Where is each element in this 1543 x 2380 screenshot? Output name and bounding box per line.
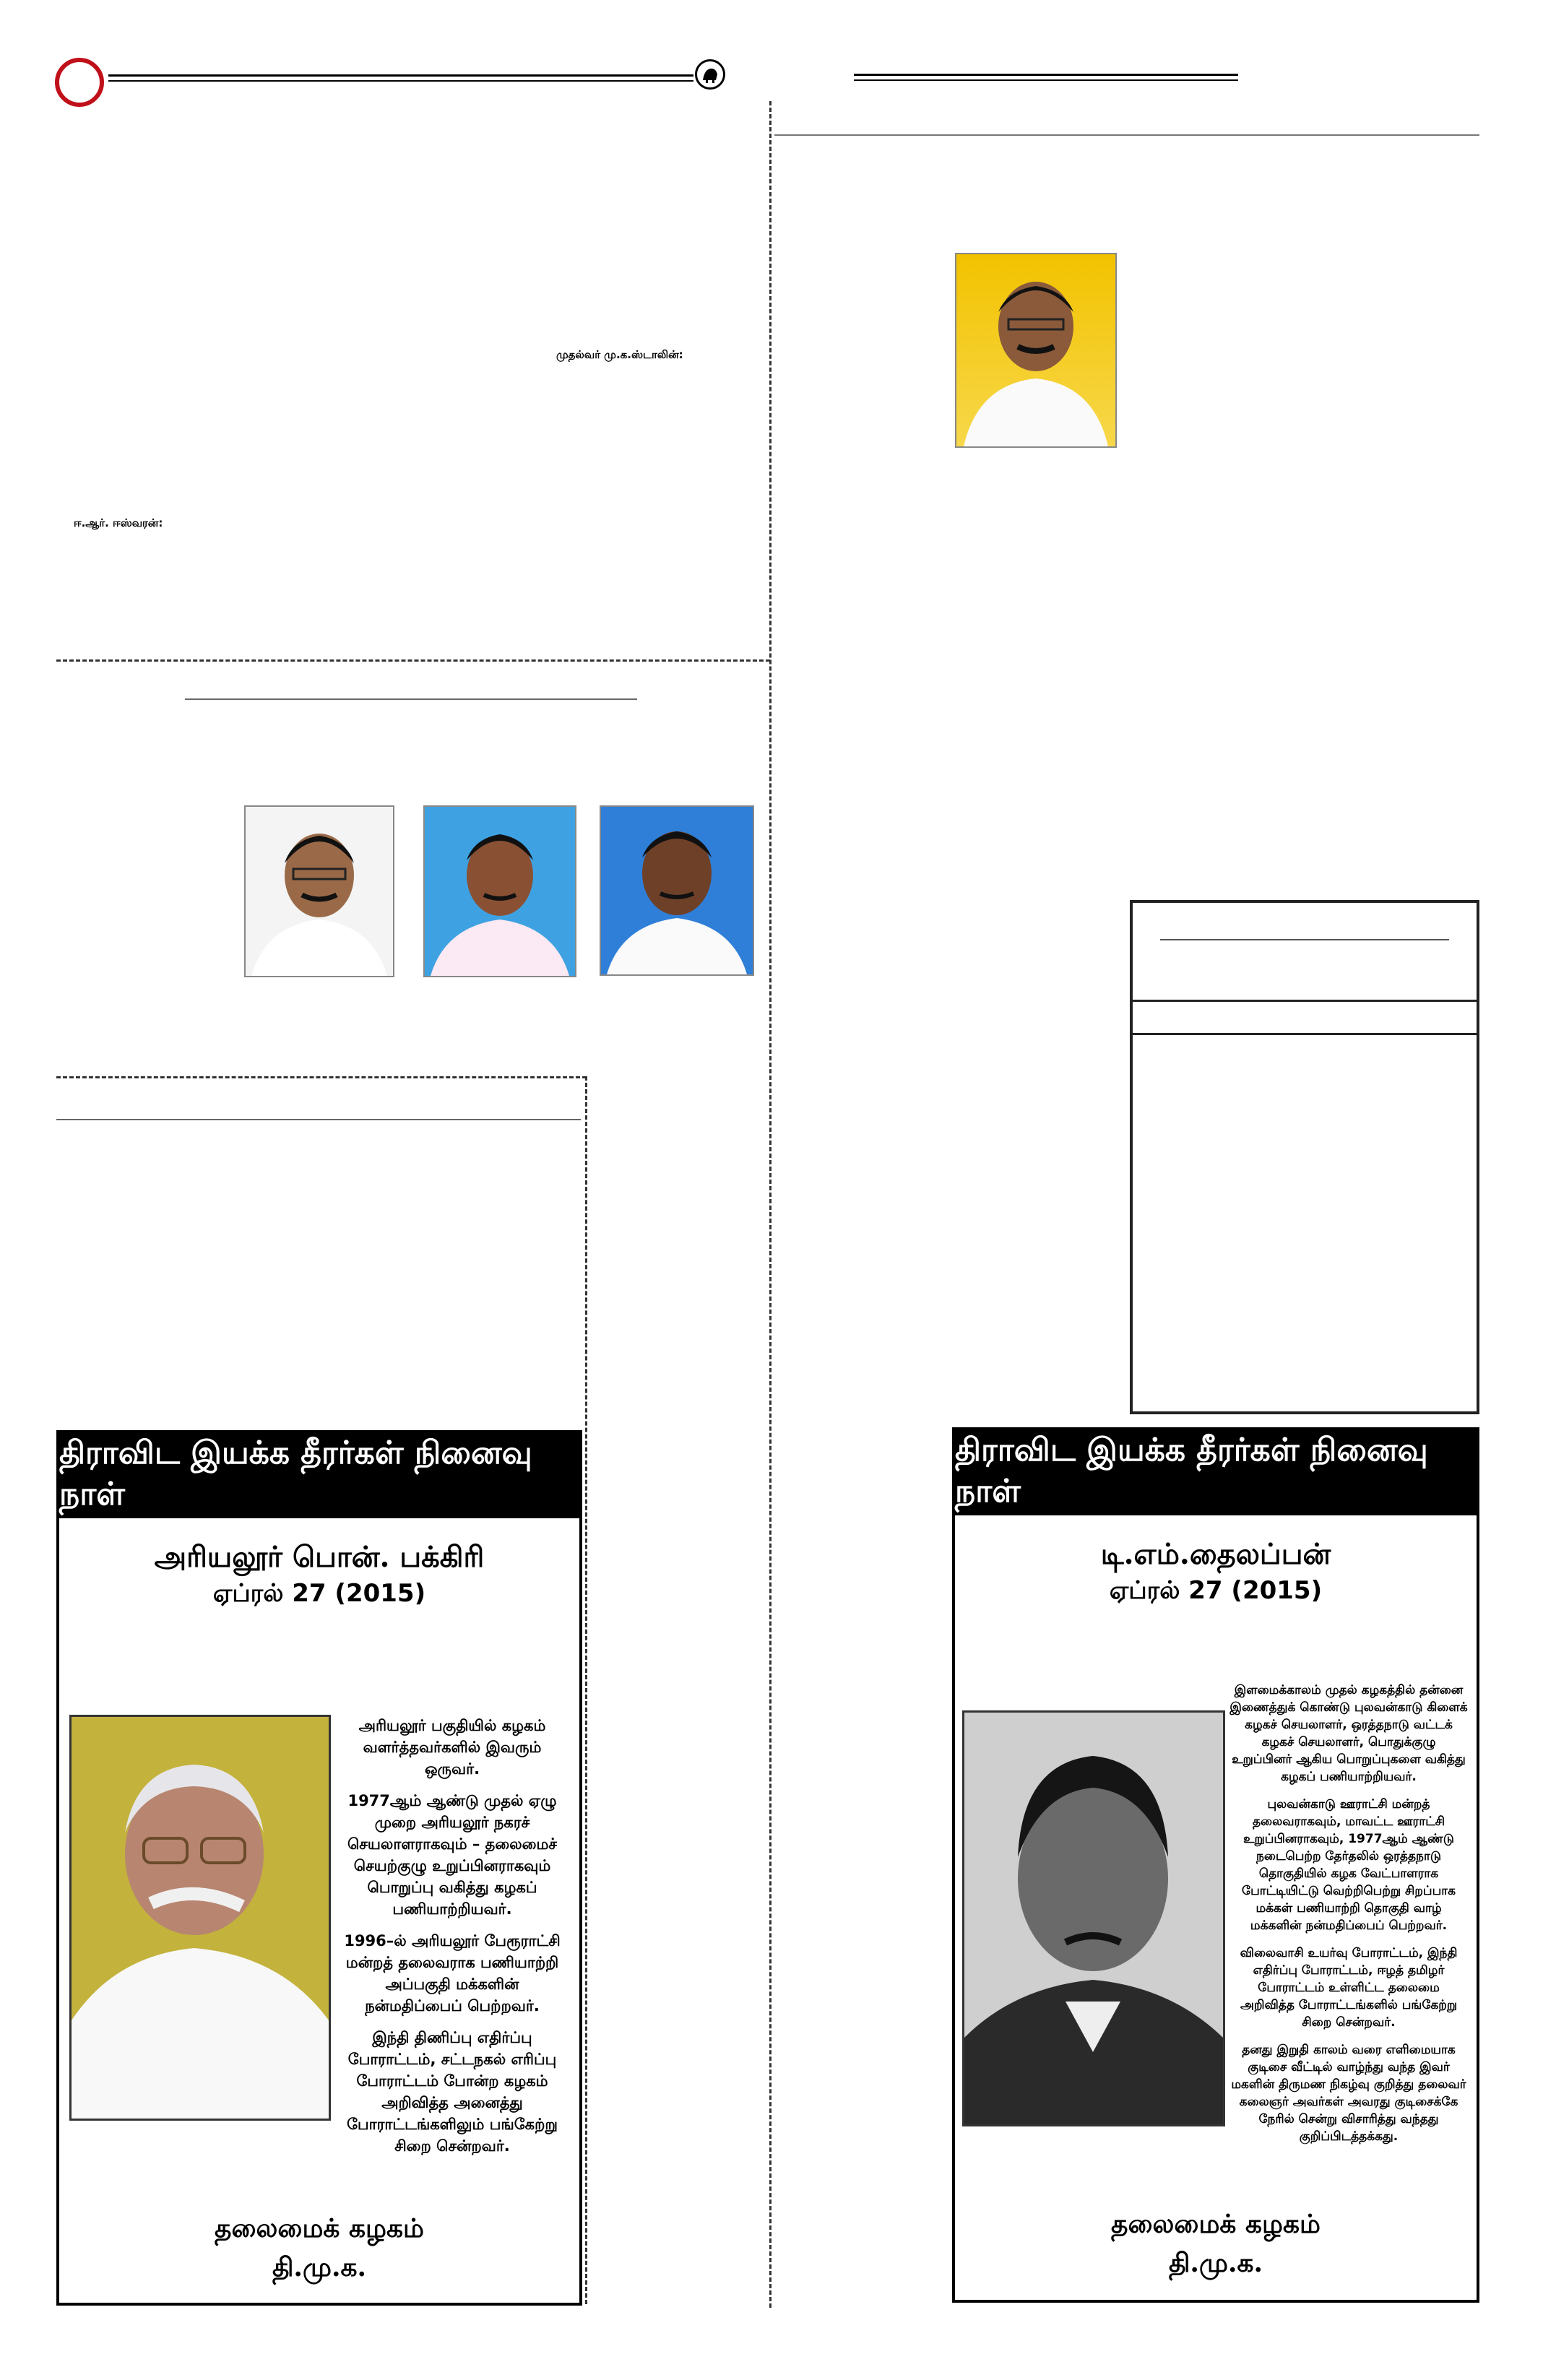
bio-paragraph: தனது இறுதி காலம் வரை எளிமையாக குடிசை வீட்டில் வாழ்ந்து வந்த இவர் மகளின் திருமண நிகழ்வு குறித்து தலைவர் கலைஞர் அவர்கள் அவரது குடிசைக்கே நேரில் சென்று விசாரித்து வந்தது குறிப்பிடத்தக்கது. <box>1231 2043 1466 2144</box>
party-emblem-icon <box>695 59 725 90</box>
bio-paragraph: இளமைக்காலம் முதல் கழகத்தில் தன்னை இணைத்துக் கொண்டு புலவன்காடு கிளைக் கழகச் செயலாளர், ஒரத்தநாடு வட்டக் கழகச் செயலாளர், பொதுக்குழு உறுப்பினர் ஆகிய பொறுப்புகளை வகித்து கழகப் பணியாற்றியவர். <box>1229 1683 1468 1784</box>
masthead-rule <box>108 74 693 77</box>
memorial-footer-party: தி.மு.க. <box>1168 2248 1263 2278</box>
section-rule-2 <box>56 1119 581 1120</box>
caption-stalin: முதல்வர் மு.க.ஸ்டாலின்: <box>556 348 683 361</box>
memorial-portrait <box>69 1715 331 2121</box>
bio-paragraph: புலவன்காடு ஊராட்சி மன்றத் தலைவராகவும், மாவட்ட ஊராட்சி உறுப்பினராகவும், 1977ஆம் ஆண்டு நடைபெற்ற தேர்தலில் ஒரத்தநாடு தொகுதியில் கழக வேட்பாளராக போட்டியிட்டு வெற்றிபெற்று சிறப்பாக மக்கள் பணியாற்றி தொகுதி வாழ் மக்களின் நன்மதிப்பைப் பெற்றவர். <box>1242 1797 1456 1933</box>
memorial-bio <box>1229 1682 1468 2155</box>
section-divider-2 <box>56 1076 587 1078</box>
memorial-name: டி.எம்.தைலப்பன் <box>1100 1537 1331 1571</box>
memorial-header: திராவிட இயக்க தீரர்கள் நினைவு நாள் <box>59 1433 579 1518</box>
bio-paragraph: இந்தி திணிப்பு எதிர்ப்பு போராட்டம், சட்டநகல் எரிப்பு போராட்டம் போன்ற கழகம் அறிவித்த அனைத்து போராட்டங்களிலும் பங்கேற்று சிறை சென்றவர். <box>347 2029 558 2155</box>
memorial-card-left <box>56 1430 582 2306</box>
bio-paragraph: 1977ஆம் ஆண்டு முதல் ஏழு முறை அரியலூர் நகரச் செயலாளராகவும் – தலைமைச் செயற்குழு உறுப்பினராகவும் பொறுப்பு வகித்து கழகப் பணியாற்றியவர். <box>347 1792 558 1918</box>
memorial-portrait <box>962 1710 1225 2126</box>
portrait-1 <box>244 805 394 977</box>
bio-paragraph: 1996–ல் அரியலூர் பேரூராட்சி மன்றத் தலைவராக பணியாற்றி அப்பகுதி மக்களின் நன்மதிப்பைப் பெற்றவர். <box>344 1932 561 2015</box>
memorial-date: ஏப்ரல் 27 (2015) <box>1109 1576 1323 1605</box>
memorial-footer-org: தலைமைக் கழகம் <box>215 2213 424 2243</box>
info-box <box>1130 900 1479 1414</box>
memorial-footer-party: தி.மு.க. <box>272 2252 367 2282</box>
section-divider-1 <box>56 659 770 662</box>
info-box-divider-2 <box>1133 1033 1477 1035</box>
section-divider-3 <box>585 1076 587 2304</box>
portrait-leader <box>955 253 1117 448</box>
portrait-2 <box>423 805 576 977</box>
caption-eswaran: ஈ.ஆர். ஈஸ்வரன்: <box>74 516 163 529</box>
info-box-rule <box>1160 939 1449 940</box>
logo-circle <box>55 58 104 107</box>
right-column-top-rule <box>774 134 1479 136</box>
memorial-date: ஏப்ரல் 27 (2015) <box>212 1579 426 1608</box>
memorial-name: அரியலூர் பொன். பக்கிரி <box>154 1540 485 1574</box>
bio-paragraph: அரியலூர் பகுதியில் கழகம் வளர்த்தவர்களில் இவரும் ஒருவர். <box>358 1717 546 1778</box>
masthead-right-rule <box>854 74 1238 76</box>
memorial-card-right <box>952 1427 1479 2303</box>
portrait-3 <box>600 805 754 976</box>
info-box-divider <box>1133 1000 1477 1002</box>
masthead-right-rule-2 <box>854 79 1238 81</box>
memorial-header: திராவிட இயக்க தீரர்கள் நினைவு நாள் <box>955 1430 1477 1515</box>
memorial-footer-org: தலைமைக் கழகம் <box>1111 2209 1321 2239</box>
masthead-rule-2 <box>108 80 693 82</box>
section-rule <box>185 698 637 700</box>
column-divider <box>769 101 772 2308</box>
memorial-bio <box>335 1715 569 2167</box>
bio-paragraph: விலைவாசி உயர்வு போராட்டம், இந்தி எதிர்ப்பு போராட்டம், ஈழத் தமிழர் போராட்டம் உள்ளிட்ட தலைமை அறிவித்த போராட்டங்களில் பங்கேற்று சிறை சென்றவர். <box>1240 1946 1458 2030</box>
